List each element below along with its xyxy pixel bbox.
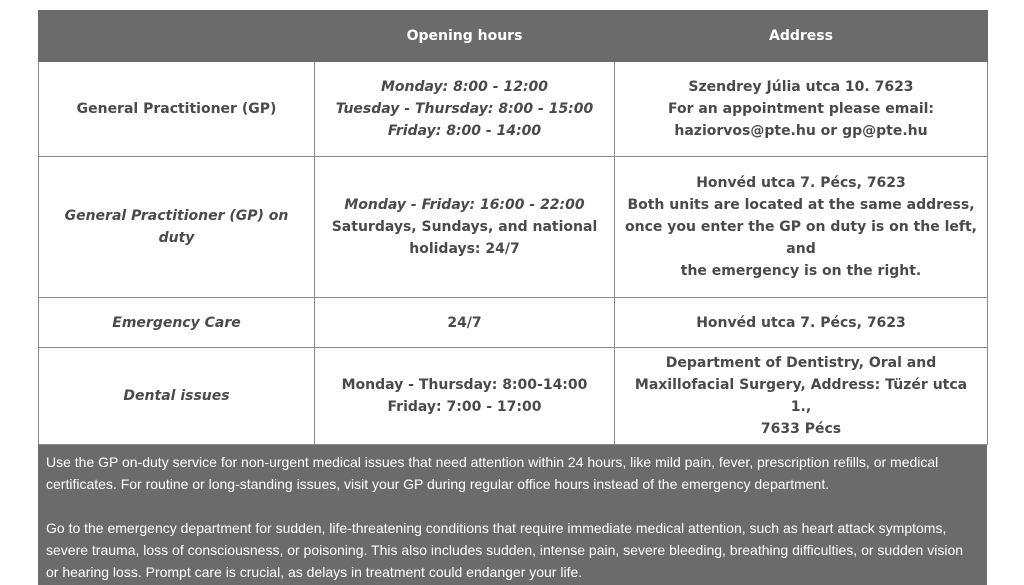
address-line: Department of Dentistry, Oral and — [665, 355, 937, 371]
hours-line: 24/7 — [447, 314, 482, 331]
header-address: Address — [615, 11, 988, 62]
hours-cell — [315, 157, 615, 298]
address-line: the emergency is on the right. — [680, 263, 922, 279]
service-cell: General Practitioner (GP) on duty — [39, 157, 315, 298]
hours-line: Tuesday - Thursday: 8:00 - 15:00 — [335, 101, 594, 117]
address-line: Szendrey Júlia utca 10. 7623 — [688, 79, 914, 95]
info-note — [38, 445, 987, 585]
address-line: haziorvos@pte.hu or gp@pte.hu — [674, 123, 928, 139]
header-opening-hours: Opening hours — [315, 11, 615, 62]
address-cell — [615, 62, 988, 157]
hours-line: Monday - Thursday: 8:00-14:00 — [341, 377, 588, 393]
hours-line: Friday: 8:00 - 14:00 — [387, 123, 542, 139]
table-header-row — [39, 11, 988, 62]
table-row — [39, 62, 988, 157]
content-wrapper — [38, 10, 987, 585]
service-cell: General Practitioner (GP) — [39, 62, 315, 157]
address-line: once you enter the GP on duty is on the left, and — [625, 219, 977, 257]
address-line: For an appointment please email: — [667, 101, 935, 117]
header-service — [39, 11, 315, 62]
opening-hours-table — [38, 10, 988, 445]
table-row — [39, 157, 988, 298]
hours-cell — [315, 62, 615, 157]
hours-line: Monday: 8:00 - 12:00 — [380, 79, 549, 95]
address-line: Honvéd utca 7. Pécs, 7623 — [696, 314, 906, 331]
hours-line: Monday - Friday: 16:00 - 22:00 — [344, 197, 585, 213]
service-cell: Emergency Care — [39, 298, 315, 348]
hours-cell — [315, 348, 615, 445]
address-line: 7633 Pécs — [760, 421, 842, 437]
address-cell — [615, 298, 988, 348]
hours-cell — [315, 298, 615, 348]
hours-line: holidays: 24/7 — [409, 241, 520, 257]
service-cell: Dental issues — [39, 348, 315, 445]
address-line: Honvéd utca 7. Pécs, 7623 — [696, 175, 906, 191]
address-cell — [615, 157, 988, 298]
address-line: Both units are located at the same address, — [627, 197, 975, 213]
table-row — [39, 298, 988, 348]
hours-line: Friday: 7:00 - 17:00 — [387, 399, 542, 415]
table-row — [39, 348, 988, 445]
address-line: Maxillofacial Surgery, Address: Tüzér utca 1., — [634, 377, 968, 415]
note-paragraph-emergency: Go to the emergency department for sudden, life-threatening conditions that require immediate medical attention, such as heart attack symptoms, severe trauma, loss of consciousness, or poisoning. This also includes sudden, intense pain, severe bleeding, breathing difficulties, or sudden vision or hearing loss. Prompt care is crucial, as delays in treatment could endanger your life. — [46, 520, 964, 580]
note-paragraph-gp-on-duty: Use the GP on-duty service for non-urgent medical issues that need attention within 24 hours, like mild pain, fever, prescription refills, or medical certificates. For routine or long-standing issues, visit your GP during regular office hours instead of the emergency department. — [46, 454, 939, 492]
hours-line: Saturdays, Sundays, and national — [331, 219, 598, 235]
address-cell — [615, 348, 988, 445]
